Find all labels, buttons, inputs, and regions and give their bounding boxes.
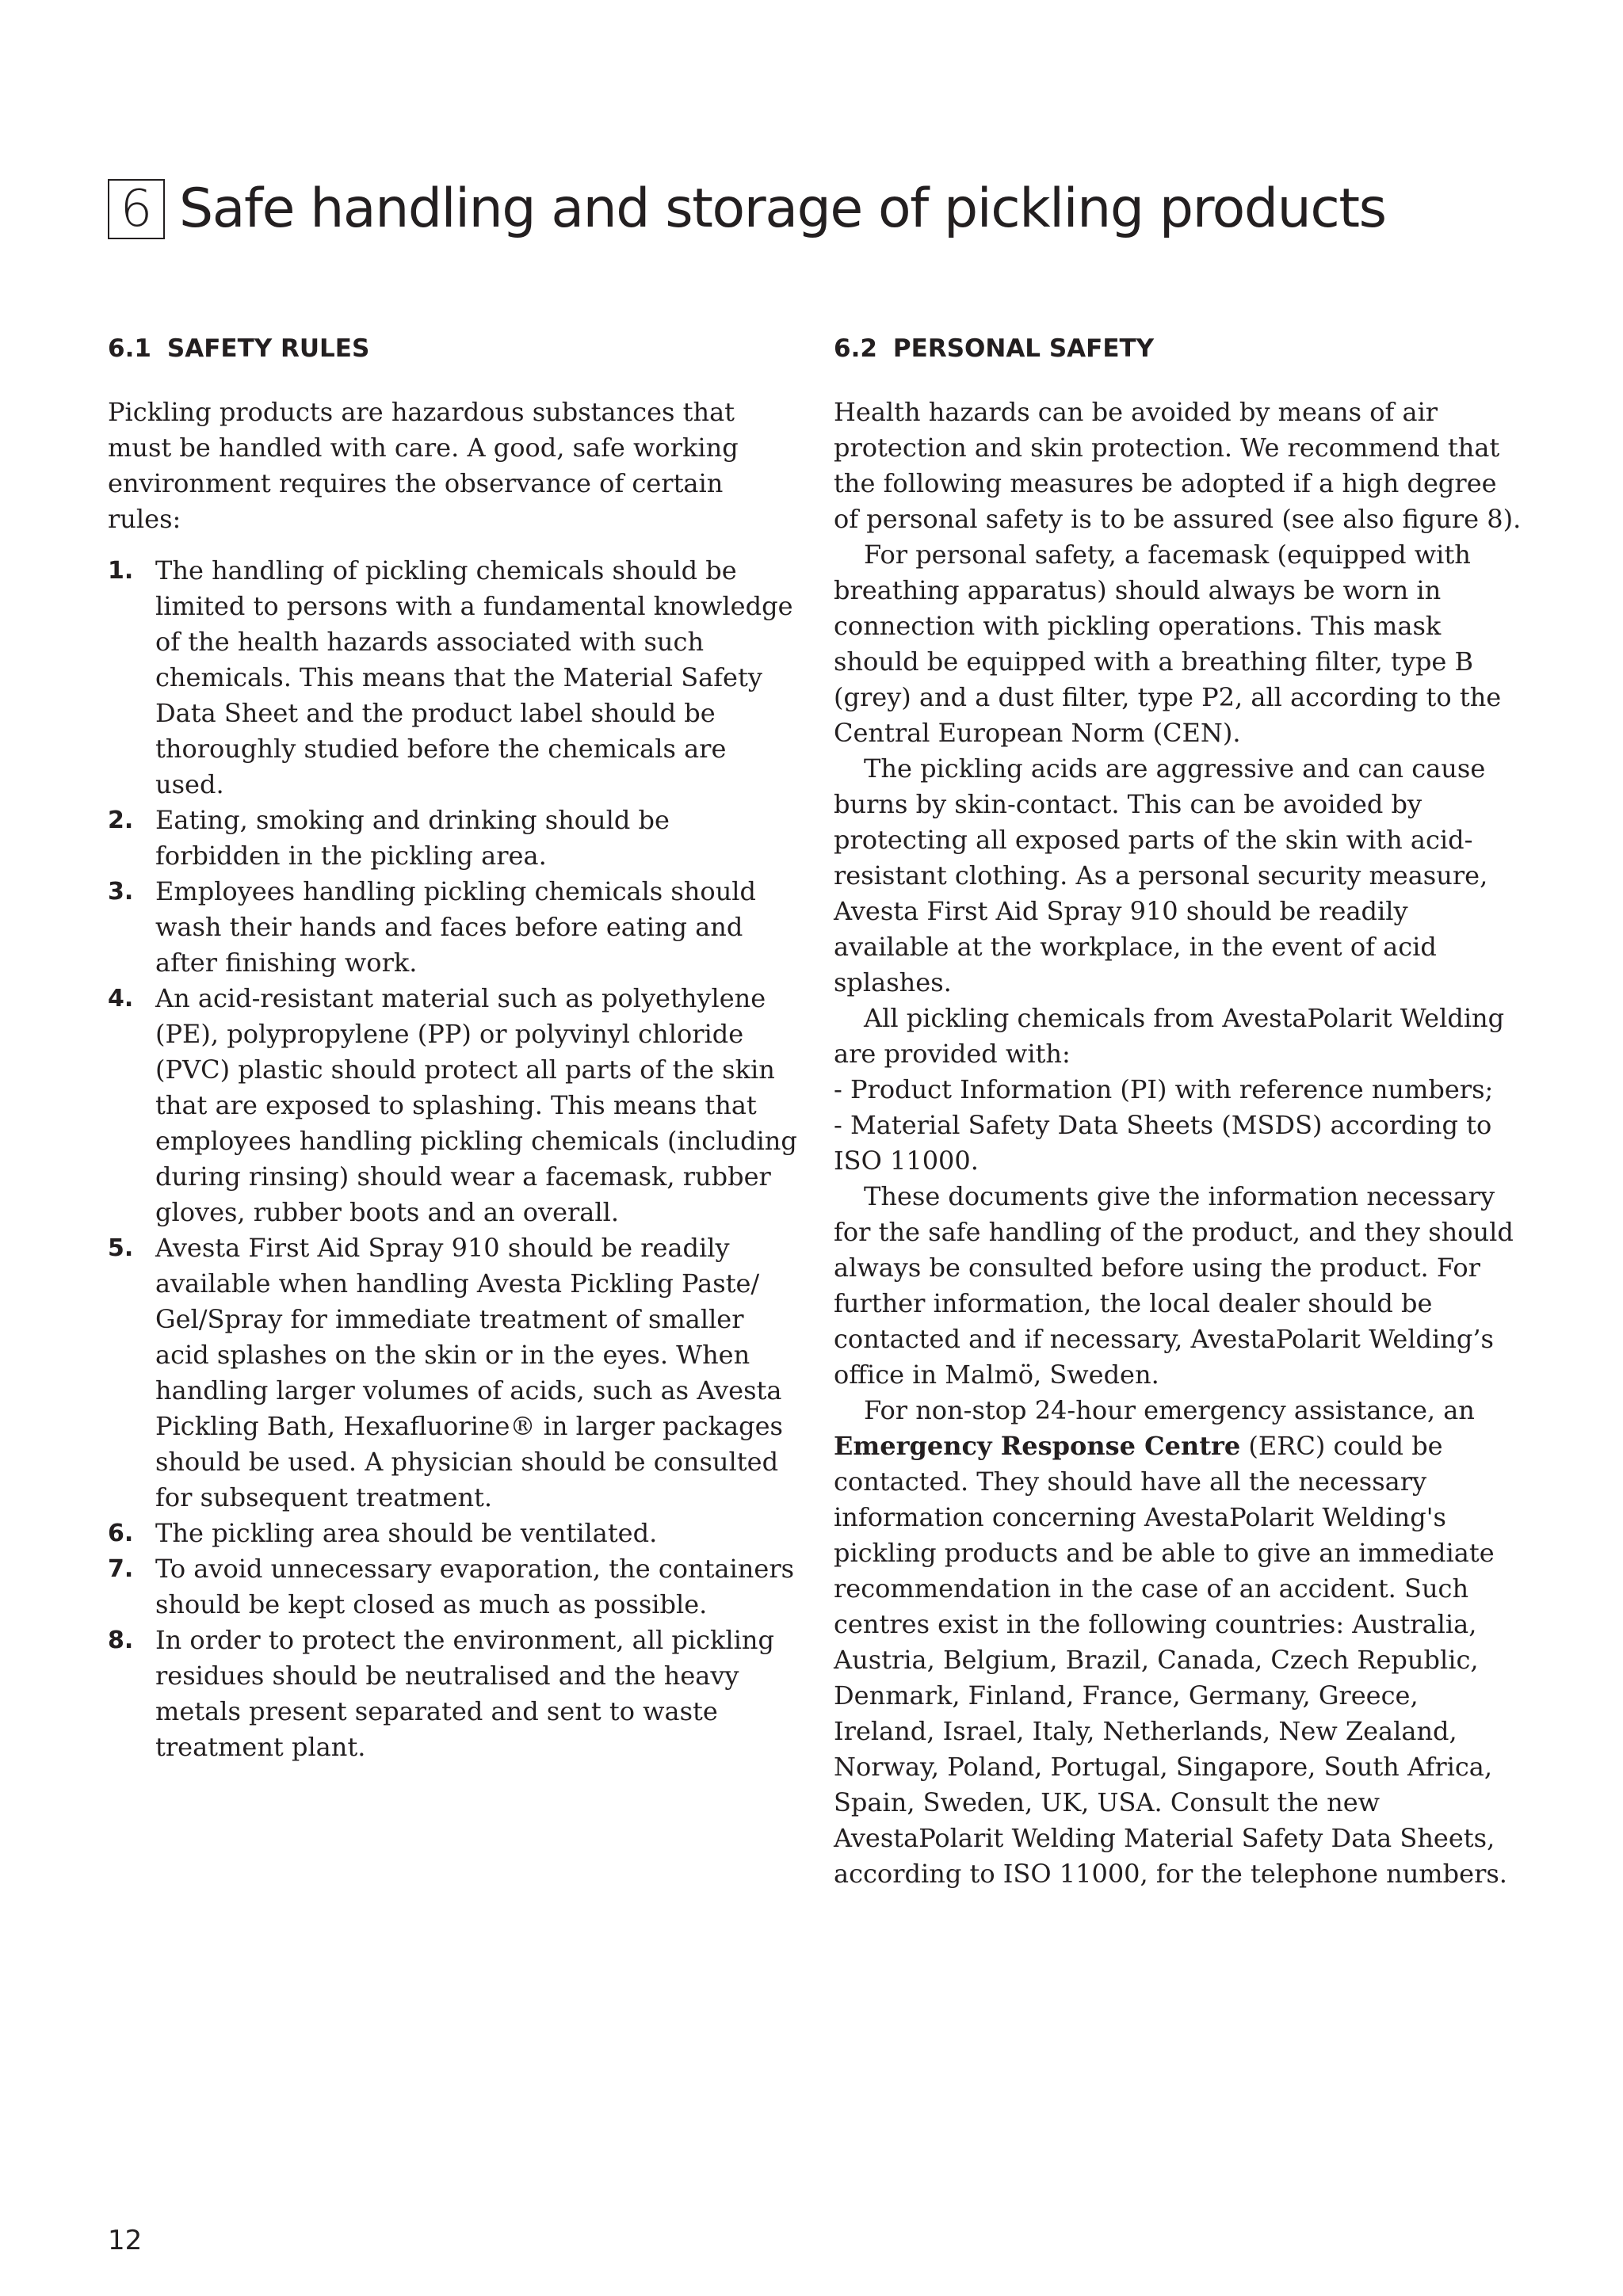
paragraph (834, 1393, 1523, 1892)
rule-number: 1. (108, 557, 134, 585)
rule-number: 5. (108, 1234, 134, 1262)
rule-number: 8. (108, 1627, 134, 1654)
rule-text: In order to protect the environment, all pickling residues should be neutralised and the heavy metals present separated and sent to waste treatment plant. (155, 1625, 774, 1762)
section-number: 6.1 (108, 334, 151, 363)
section-title: SAFETY RULES (166, 334, 370, 363)
paragraph: These documents give the information necessary for the safe handling of the product, and they should always be consulted before using the product. For further information, the local dealer should be contacted and if necessary, AvestaPolarit Welding’s office in Malmö, Sweden. (834, 1181, 1514, 1390)
rule-item (108, 1623, 797, 1765)
rule-text: Eating, smoking and drinking should be forbidden in the pickling area. (155, 805, 670, 871)
section-heading (834, 333, 1523, 364)
rule-number: 4. (108, 985, 134, 1013)
chapter-number-box: 6 (108, 179, 165, 239)
safety-rules-list (108, 553, 797, 1765)
section-personal-safety (834, 333, 1523, 1892)
section-title: PERSONAL SAFETY (892, 334, 1155, 363)
rule-number: 2. (108, 807, 134, 834)
rule-item (108, 553, 797, 803)
chapter-title: Safe handling and storage of pickling products (179, 177, 1386, 240)
rule-text: The handling of pickling chemicals should be limited to persons with a fundamental knowledge of the health hazards associated with such chemicals. This means that the Material Safety Data Sheet and the product label should be thoroughly studied before the chemicals are used. (155, 555, 793, 799)
rule-text: To avoid unnecessary evaporation, the containers should be kept closed as much as possible. (155, 1554, 795, 1619)
rule-item (108, 803, 797, 874)
paragraph: For personal safety, a facemask (equipped with breathing apparatus) should always be worn in connection with pickling operations. This mask should be equipped with a breathing filter, type B (grey) and a dust filter, type P2, all according to the Central European Norm (CEN). (834, 540, 1502, 748)
rule-item (108, 1516, 797, 1551)
rule-item (108, 1230, 797, 1516)
rule-text: The pickling area should be ventilated. (155, 1518, 658, 1548)
paragraph: Health hazards can be avoided by means of air protection and skin protection. We recommend that the following measures be adopted if a high degree of personal safety is to be assured (see also figure 8). (834, 397, 1522, 534)
rule-item (108, 981, 797, 1230)
section-number: 6.2 (834, 334, 877, 363)
rule-number: 3. (108, 878, 134, 906)
section-safety-rules (108, 333, 797, 1765)
list-item: - Material Safety Data Sheets (MSDS) according to ISO 11000. (834, 1110, 1492, 1176)
paragraph: All pickling chemicals from AvestaPolarit Welding are provided with: (834, 1003, 1505, 1069)
list-item: - Product Information (PI) with reference numbers; (834, 1074, 1494, 1104)
intro-paragraph: Pickling products are hazardous substances that must be handled with care. A good, safe working environment requires the observance of certain rules: (108, 397, 739, 534)
rule-number: 7. (108, 1555, 134, 1583)
rule-number: 6. (108, 1520, 134, 1547)
paragraph: The pickling acids are aggressive and can cause burns by skin-contact. This can be avoided by protecting all exposed parts of the skin with acid-resistant clothing. As a personal security measure, Avesta First Aid Spray 910 should be readily available at the workplace, in the event of acid splashes. (834, 753, 1488, 997)
rule-text: Employees handling pickling chemicals should wash their hands and faces before eating and after finishing work. (155, 876, 757, 978)
emphasis-text: Emergency Response Centre (834, 1431, 1241, 1461)
rule-item (108, 1551, 797, 1623)
paragraph-text: For non-stop 24-hour emergency assistance, an (864, 1395, 1475, 1425)
rule-item (108, 874, 797, 981)
rule-text: Avesta First Aid Spray 910 should be readily available when handling Avesta Pickling Paste/ Gel/Spray for immediate treatment of smaller acid splashes on the skin or in the eyes. When handling larger volumes of acids, such as Avesta Pickling Bath, Hexafluorine® in larger packages should be used. A physician should be consulted for subsequent treatment. (155, 1233, 783, 1512)
page-number: 12 (108, 2225, 143, 2256)
rule-text: An acid-resistant material such as polyethylene (PE), polypropylene (PP) or polyvinyl chloride (PVC) plastic should protect all parts of the skin that are exposed to splashing. This means that employees handling pickling chemicals (including during rinsing) should wear a facemask, rubber gloves, rubber boots and an overall. (155, 983, 797, 1227)
chapter-heading (108, 176, 1386, 242)
section-heading (108, 333, 797, 364)
paragraph-text: (ERC) could be contacted. They should have all the necessary information concerning AvestaPolarit Welding's pickling products and be able to give an immediate recommendation in the case of an accident. Such centres exist in the following countries: Australia, Austria, Belgium, Brazil, Canada, Czech Republic, Denmark, Finland, France, Germany, Greece, Ireland, Israel, Italy, Netherlands, New Zealand, Norway, Poland, Portugal, Singapore, South Africa, Spain, Sweden, UK, USA. Consult the new AvestaPolarit Welding Material Safety Data Sheets, according to ISO 11000, for the telephone numbers. (834, 1431, 1507, 1889)
